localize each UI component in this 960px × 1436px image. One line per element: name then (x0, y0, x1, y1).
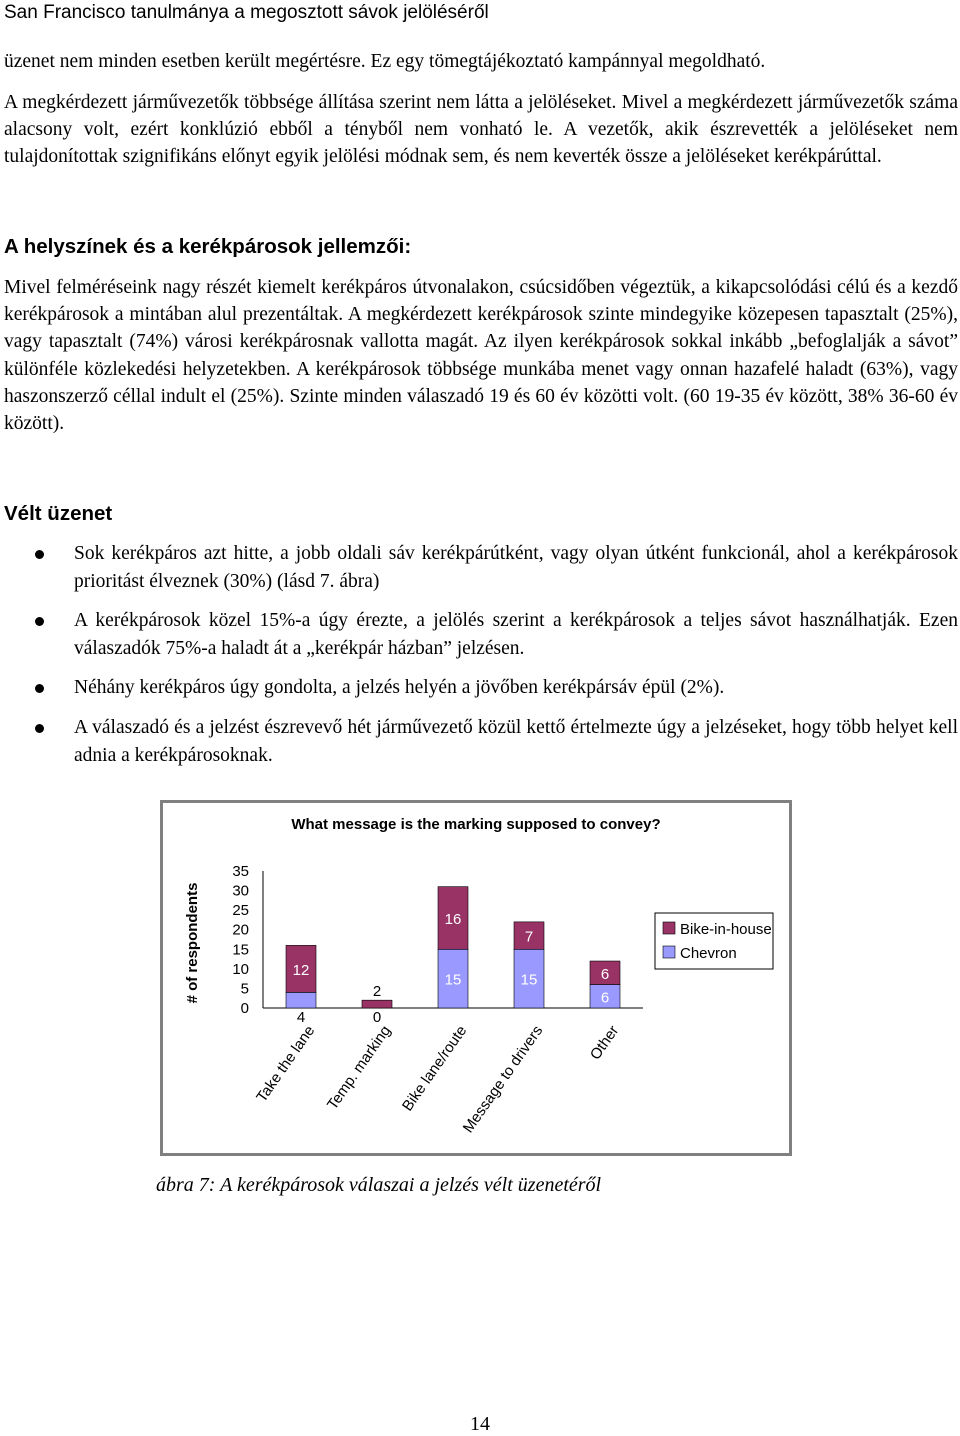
data-label-bike-in-house: 7 (524, 928, 534, 946)
running-header: San Francisco tanulmánya a megosztott sávok jelöléséről (4, 2, 489, 23)
bullet-icon (35, 724, 44, 733)
list-item-text: Sok kerékpáros azt hitte, a jobb oldali sáv kerékpárútként, vagy olyan útként funkcionál, ahol a kerékpárosok prioritást élveznek (30%) (lásd 7. ábra) (74, 543, 958, 592)
intro-paragraph-1: üzenet nem minden esetben került megértésre. Ez egy tömegtájékoztató kampánnyal megoldható. (4, 51, 766, 72)
data-label-chevron: 6 (600, 989, 610, 1007)
x-category-label: Bike lane/route (398, 1022, 471, 1115)
list-item-text: A válaszadó és a jelzést észrevevő hét járművezető közül kettő értelmezte úgy a jelzéseket, hogy több helyet kell adnia a kerékpárosoknak. (74, 717, 958, 766)
list-item (74, 674, 958, 702)
list-item (74, 607, 958, 662)
list-item-text: A kerékpárosok közel 15%-a úgy érezte, a jelölés szerint a kerékpárosok a teljes sávot használhatják. Ezen válaszadók 75%-a haladt át a „kerékpár házban” jelzésen. (74, 610, 958, 659)
data-label-bike-in-house: 6 (600, 965, 610, 983)
data-label-bike-in-house: 16 (444, 910, 462, 928)
y-tick-label: 15 (232, 941, 249, 959)
data-label-chevron: 4 (296, 1009, 306, 1026)
list-item (74, 714, 958, 769)
y-tick-label: 20 (232, 921, 249, 939)
y-tick-label: 5 (240, 980, 249, 998)
y-tick-label: 35 (232, 863, 249, 880)
y-tick-label: 25 (232, 902, 249, 920)
legend-label: Bike-in-house (680, 921, 772, 938)
data-label-chevron: 0 (372, 1009, 382, 1026)
y-tick-label: 30 (232, 882, 249, 900)
data-label-bike-in-house: 12 (292, 961, 310, 979)
legend-swatch (663, 922, 675, 934)
bar-segment-bike-in-house (362, 1000, 392, 1008)
x-category-label: Take the lane (253, 1022, 319, 1106)
bar-segment-chevron (286, 992, 316, 1008)
x-category-label: Message to drivers (459, 1022, 547, 1137)
page-number: 14 (470, 1413, 490, 1435)
data-label-chevron: 15 (520, 971, 538, 989)
section-heading-perceived-message: Vélt üzenet (4, 502, 113, 525)
y-axis-label: # of respondents (184, 882, 201, 1004)
x-category-label: Other (586, 1022, 623, 1064)
respondents-bar-chart (163, 803, 789, 1153)
data-label-chevron: 15 (444, 971, 462, 989)
section-paragraph-locations: Mivel felméréseink nagy részét kiemelt kerékpáros útvonalakon, csúcsidőben végeztük, a kikapcsolódási célú és a kezdő kerékpárosok a mintában alul prezentáltak. A megkérdezett kerékpárosok szinte mindegyike közepesen tapasztalt (25%), vagy tapasztalt (74%) városi kerékpárosnak vallotta magát. Az ilyen kerékpárosok sokkal inkább „befoglalják a sávot” különféle közlekedési helyzetekben. A kerékpárosok többsége munkába menet vagy onnan hazafelé haladt (63%), vagy haszonszerző céllal indult el (25%). Szinte minden válaszadó 19 és 60 év közötti volt. (60 19-35 év között, 38% 36-60 év között). (4, 277, 958, 435)
y-tick-label: 0 (240, 1000, 249, 1017)
intro-paragraph-2: A megkérdezett járművezetők többsége állítása szerint nem látta a jelöléseket. Mivel a megkérdezett járművezetők száma alacsony volt, ezért konklúzió ebből a tényből nem vonható le. A vezetők, akik észrevették a jelöléseket nem tulajdonítottak szignifikáns előnyt egyik jelölési módnak sem, és nem keverték össze a jelöléseket kerékpárúttal. (4, 92, 958, 168)
chart-title: What message is the marking supposed to convey? (291, 816, 661, 833)
chart-frame (160, 800, 792, 1156)
data-label-bike-in-house: 2 (372, 983, 382, 1001)
x-category-label: Temp. marking (323, 1022, 395, 1113)
list-item (74, 540, 958, 595)
legend-label: Chevron (680, 945, 737, 962)
bullet-icon (35, 684, 44, 693)
figure-caption: ábra 7: A kerékpárosok válaszai a jelzés vélt üzenetéről (156, 1174, 602, 1196)
bullet-icon (35, 550, 44, 559)
legend-swatch (663, 946, 675, 958)
section-heading-locations: A helyszínek és a kerékpárosok jellemzői: (4, 235, 412, 258)
y-tick-label: 10 (232, 960, 249, 978)
bullet-icon (35, 617, 44, 626)
list-item-text: Néhány kerékpáros úgy gondolta, a jelzés helyén a jövőben kerékpársáv épül (2%). (74, 677, 725, 698)
